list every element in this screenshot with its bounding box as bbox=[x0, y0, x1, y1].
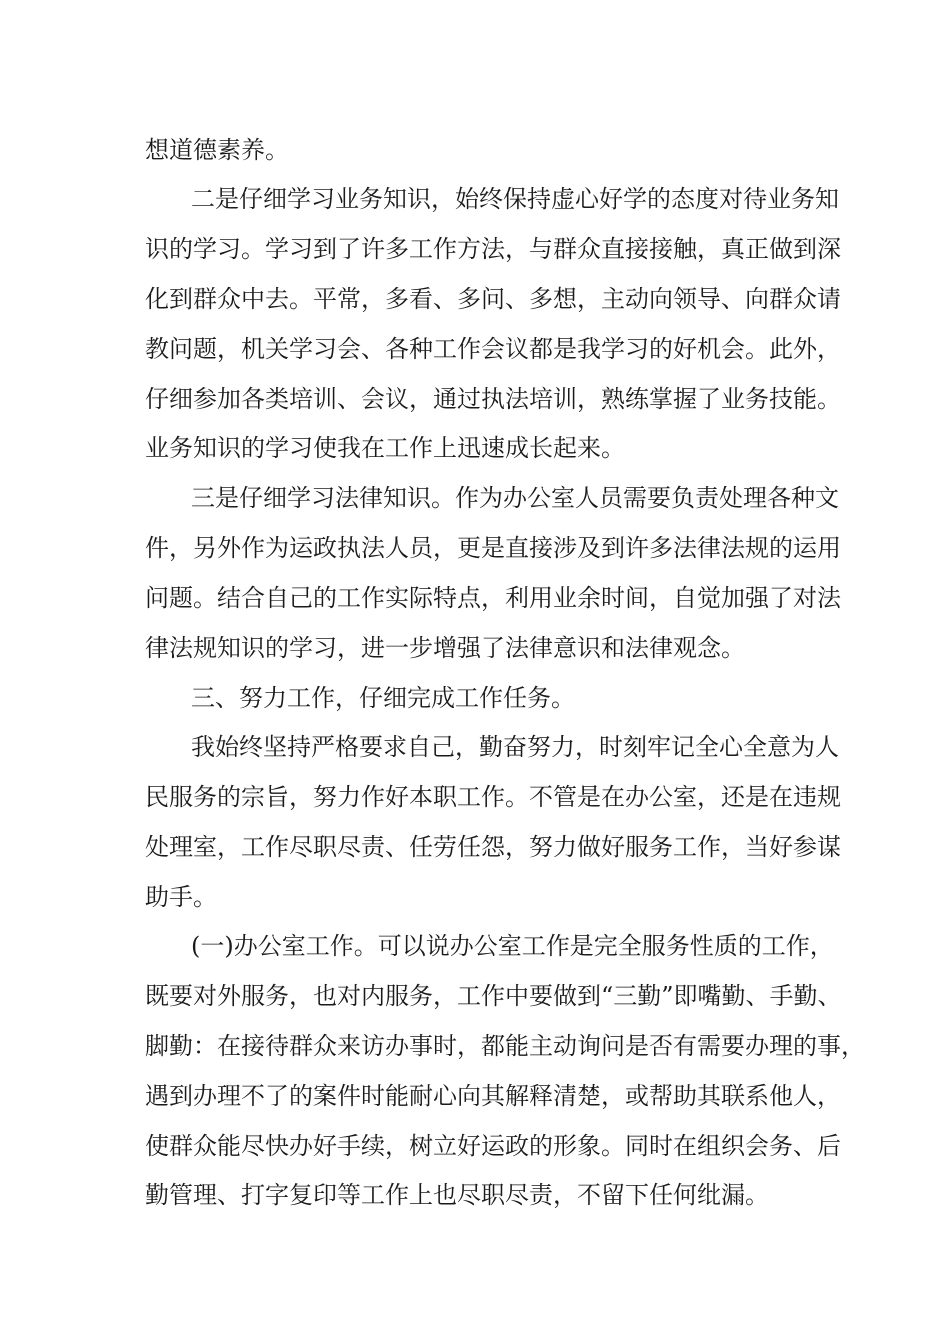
text-line: 三是仔细学习法律知识。作为办公室人员需要负责处理各种文 bbox=[191, 484, 839, 512]
text-line: 问题。结合自己的工作实际特点，利用业余时间，自觉加强了对法 bbox=[145, 584, 841, 612]
text-line: 业务知识的学习使我在工作上迅速成长起来。 bbox=[145, 434, 625, 462]
text-line: 既要对外服务，也对内服务，工作中要做到“三勤”即嘴勤、手勤、 bbox=[145, 982, 842, 1010]
text-line: 识的学习。学习到了许多工作方法，与群众直接接触，真正做到深 bbox=[145, 235, 841, 263]
text-line: 教问题，机关学习会、各种工作会议都是我学习的好机会。此外， bbox=[145, 335, 841, 363]
text-line: 件，另外作为运政执法人员，更是直接涉及到许多法律法规的运用 bbox=[145, 534, 841, 562]
text-line: 遇到办理不了的案件时能耐心向其解释清楚，或帮助其联系他人， bbox=[145, 1082, 841, 1110]
text-line: 处理室，工作尽职尽责、任劳任怨，努力做好服务工作，当好参谋 bbox=[145, 833, 841, 861]
text-line: 我始终坚持严格要求自己，勤奋努力，时刻牢记全心全意为人 bbox=[191, 733, 839, 761]
text-line: 脚勤：在接待群众来访办事时，都能主动询问是否有需要办理的事， bbox=[145, 1032, 865, 1060]
text-line: 使群众能尽快办好手续，树立好运政的形象。同时在组织会务、后 bbox=[145, 1132, 841, 1160]
text-line: 仔细参加各类培训、会议，通过执法培训，熟练掌握了业务技能。 bbox=[145, 385, 841, 413]
section-heading: 三、努力工作，仔细完成工作任务。 bbox=[191, 684, 575, 712]
text-line: (一)办公室工作。可以说办公室工作是完全服务性质的工作， bbox=[191, 932, 834, 960]
text-line: 律法规知识的学习，进一步增强了法律意识和法律观念。 bbox=[145, 634, 745, 662]
text-line: 勤管理、打字复印等工作上也尽职尽责，不留下任何纰漏。 bbox=[145, 1181, 769, 1209]
text-line: 二是仔细学习业务知识，始终保持虚心好学的态度对待业务知 bbox=[191, 185, 839, 213]
text-line: 民服务的宗旨，努力作好本职工作。不管是在办公室，还是在违规 bbox=[145, 783, 841, 811]
text-line: 化到群众中去。平常，多看、多问、多想，主动向领导、向群众请 bbox=[145, 285, 841, 313]
text-line: 想道德素养。 bbox=[145, 136, 289, 164]
text-line: 助手。 bbox=[145, 883, 217, 911]
